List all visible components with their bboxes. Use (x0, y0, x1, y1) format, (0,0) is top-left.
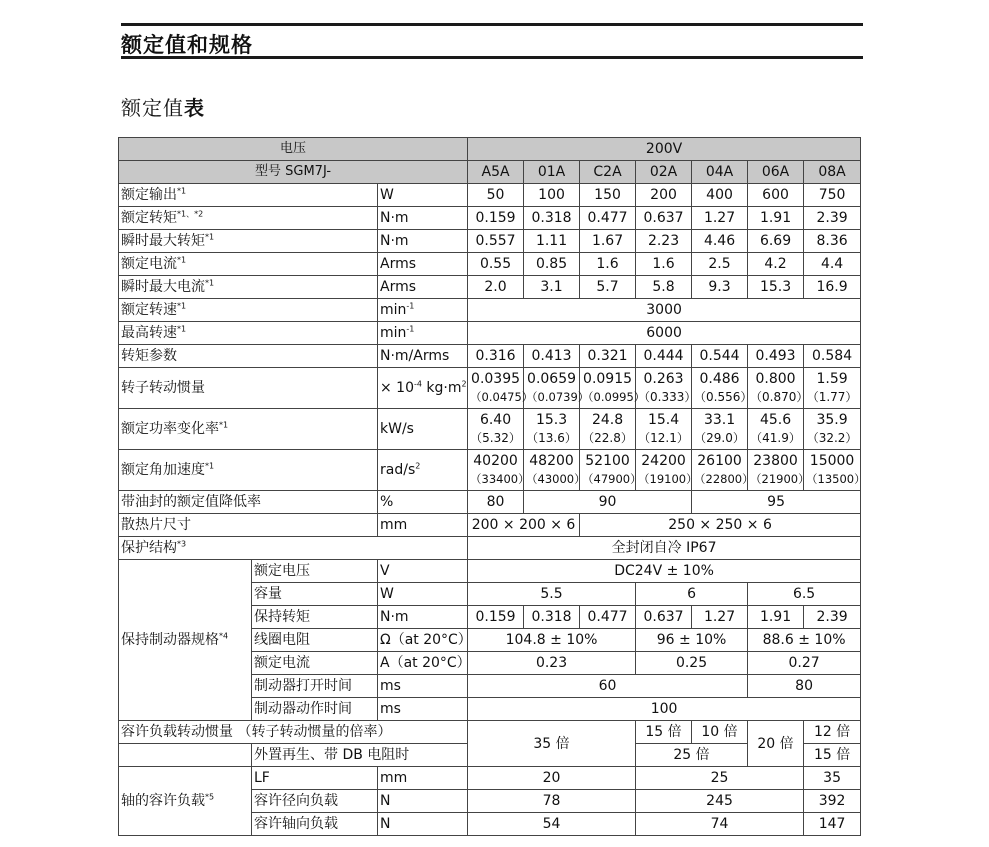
cell-value: 0.85 (524, 253, 580, 276)
cell-value: 1.67 (580, 230, 636, 253)
cell-value: 15 倍 (636, 721, 692, 744)
row-unit: W (378, 184, 468, 207)
cell-value: 0.0659 （0.0739） (524, 368, 580, 409)
table-row (119, 491, 861, 514)
model-header: 01A (524, 161, 580, 184)
cell-value: 33.1 （29.0） (692, 409, 748, 450)
cell-value: 250 × 250 × 6 (580, 514, 861, 537)
cell-value: 4.2 (748, 253, 804, 276)
row-unit: N (378, 790, 468, 813)
cell-value: 23800 （21900） (748, 450, 804, 491)
cell-value: 16.9 (804, 276, 861, 299)
cell-value: 0.263 （0.333） (636, 368, 692, 409)
cell-value: 0.0915 （0.0995） (580, 368, 636, 409)
row-label: 容量 (252, 583, 378, 606)
row-label: 容许轴向负载 (252, 813, 378, 836)
row-label: 瞬时最大电流$^{*1}$ (119, 276, 378, 299)
cell-value: 52100 （47900） (580, 450, 636, 491)
row-unit: mm (378, 514, 468, 537)
section-title-bold: 表 (184, 96, 205, 120)
section-title-main: 额定值 (121, 96, 184, 120)
cell-value: 0.27 (748, 652, 861, 675)
cell-value: 392 (804, 790, 861, 813)
cell-value: 6.5 (748, 583, 861, 606)
cell-value: 0.637 (636, 207, 692, 230)
row-unit: mm (378, 767, 468, 790)
voltage-header-value: 200V (468, 138, 861, 161)
row-unit: $\min^{-1}$ (378, 299, 468, 322)
cell-value: 0.486 （0.556） (692, 368, 748, 409)
cell-value: 35.9 （32.2） (804, 409, 861, 450)
cell-value: 0.477 (580, 207, 636, 230)
cell-value: 0.159 (468, 207, 524, 230)
cell-value: 24200 （19100） (636, 450, 692, 491)
cell-value: 10 倍 (692, 721, 748, 744)
cell-value: 88.6 ± 10% (748, 629, 861, 652)
cell-value: 3000 (468, 299, 861, 322)
row-label: 制动器动作时间 (252, 698, 378, 721)
table-row (119, 560, 861, 583)
cell-value: 15.3 （13.6） (524, 409, 580, 450)
cell-value: 4.4 (804, 253, 861, 276)
table-row (119, 767, 861, 790)
cell-value: 0.800 （0.870） (748, 368, 804, 409)
cell-value: 1.6 (636, 253, 692, 276)
cell-value: 0.477 (580, 606, 636, 629)
cell-value: 0.557 (468, 230, 524, 253)
row-unit: ms (378, 698, 468, 721)
row-label: LF (252, 767, 378, 790)
cell-value: 20 (468, 767, 636, 790)
voltage-header-label: 电压 (119, 138, 468, 161)
table-row (119, 253, 861, 276)
cell-value: 5.7 (580, 276, 636, 299)
table-row (119, 345, 861, 368)
cell-value: 245 (636, 790, 804, 813)
cell-value: 90 (524, 491, 692, 514)
cell-value: 2.0 (468, 276, 524, 299)
cell-value: 1.91 (748, 207, 804, 230)
shaft-group-label: 轴的容许负载$^{*5}$ (119, 767, 252, 836)
row-label: 外置再生、带 DB 电阻时 (252, 744, 468, 767)
cell-value: 750 (804, 184, 861, 207)
row-label: 最高转速$^{*1}$ (119, 322, 378, 345)
cell-value: 15000 （13500） (804, 450, 861, 491)
model-header: 06A (748, 161, 804, 184)
table-row (119, 514, 861, 537)
table-row (119, 230, 861, 253)
cell-value: 45.6 （41.9） (748, 409, 804, 450)
cell-value: 4.46 (692, 230, 748, 253)
row-label: 额定转矩$^{*1、*2}$ (119, 207, 378, 230)
cell-value: 35 倍 (468, 721, 636, 767)
cell-value: 6 (636, 583, 748, 606)
table-row (119, 276, 861, 299)
row-unit: N·m (378, 230, 468, 253)
row-unit: V (378, 560, 468, 583)
row-label: 额定功率变化率$^{*1}$ (119, 409, 378, 450)
cell-value: 0.637 (636, 606, 692, 629)
row-label: 制动器打开时间 (252, 675, 378, 698)
table-row (119, 537, 861, 560)
cell-value: 74 (636, 813, 804, 836)
cell-value: 6.69 (748, 230, 804, 253)
cell-value: 0.321 (580, 345, 636, 368)
cell-value: 0.25 (636, 652, 748, 675)
brake-group-label: 保持制动器规格$^{*4}$ (119, 560, 252, 721)
cell-value: 50 (468, 184, 524, 207)
cell-value: 20 倍 (748, 721, 804, 767)
cell-value: 1.59 （1.77） (804, 368, 861, 409)
row-label: 额定电流 (252, 652, 378, 675)
cell-value: 35 (804, 767, 861, 790)
row-unit: N·m/Arms (378, 345, 468, 368)
cell-value: 0.584 (804, 345, 861, 368)
cell-value: 1.27 (692, 207, 748, 230)
row-unit: $\min^{-1}$ (378, 322, 468, 345)
cell-value: 0.159 (468, 606, 524, 629)
cell-value: 150 (580, 184, 636, 207)
table-row (119, 207, 861, 230)
cell-value: 78 (468, 790, 636, 813)
row-unit: A（at 20°C） (378, 652, 468, 675)
cell-value: 9.3 (692, 276, 748, 299)
table-row (119, 299, 861, 322)
rating-table (118, 137, 866, 836)
cell-value: 600 (748, 184, 804, 207)
cell-value: 0.444 (636, 345, 692, 368)
cell-value: 0.493 (748, 345, 804, 368)
row-unit: ms (378, 675, 468, 698)
cell-value: 40200 （33400） (468, 450, 524, 491)
cell-value: 15.4 （12.1） (636, 409, 692, 450)
cell-value: 0.318 (524, 207, 580, 230)
row-label: 保持转矩 (252, 606, 378, 629)
cell-value: 全封闭自冷 IP67 (468, 537, 861, 560)
cell-value: 0.413 (524, 345, 580, 368)
cell-value: 1.6 (580, 253, 636, 276)
cell-value: 95 (692, 491, 861, 514)
table-row (119, 184, 861, 207)
cell-value: 2.39 (804, 207, 861, 230)
cell-value: 54 (468, 813, 636, 836)
cell-value: 96 ± 10% (636, 629, 748, 652)
cell-value: 48200 （43000） (524, 450, 580, 491)
cell-value: 0.318 (524, 606, 580, 629)
row-label: 转矩参数 (119, 345, 378, 368)
table-row (119, 450, 861, 491)
blank-cell (119, 744, 252, 767)
table-row (119, 721, 861, 744)
cell-value: 0.23 (468, 652, 636, 675)
row-label: 转子转动惯量 (119, 368, 378, 409)
cell-value: 1.91 (748, 606, 804, 629)
cell-value: 104.8 ± 10% (468, 629, 636, 652)
table-row (119, 368, 861, 409)
model-header: 02A (636, 161, 692, 184)
cell-value: 1.11 (524, 230, 580, 253)
cell-value: 26100 （22800） (692, 450, 748, 491)
cell-value: 3.1 (524, 276, 580, 299)
cell-value: 25 (636, 767, 804, 790)
cell-value: 8.36 (804, 230, 861, 253)
table-row (119, 322, 861, 345)
cell-value: 200 (636, 184, 692, 207)
model-header: 04A (692, 161, 748, 184)
row-label: 额定角加速度$^{*1}$ (119, 450, 378, 491)
cell-value: 80 (468, 491, 524, 514)
cell-value: 6.40 （5.32） (468, 409, 524, 450)
cell-value: 1.27 (692, 606, 748, 629)
model-header-label: 型号 SGM7J- (119, 161, 468, 184)
cell-value: 24.8 （22.8） (580, 409, 636, 450)
cell-value: 2.23 (636, 230, 692, 253)
title-bar (121, 23, 863, 59)
row-label: 保护结构$^{*3}$ (119, 537, 468, 560)
row-unit: rad/$s^2$ (378, 450, 468, 491)
row-label: 容许径向负载 (252, 790, 378, 813)
section-title (121, 92, 205, 121)
row-unit: N (378, 813, 468, 836)
row-label: 额定输出$^{*1}$ (119, 184, 378, 207)
cell-value: 0.55 (468, 253, 524, 276)
row-unit: N·m (378, 606, 468, 629)
cell-value: 15.3 (748, 276, 804, 299)
row-unit: Arms (378, 276, 468, 299)
cell-value: 5.5 (468, 583, 636, 606)
page-title: 额定值和规格 (121, 33, 253, 57)
cell-value: 15 倍 (804, 744, 861, 767)
model-header: A5A (468, 161, 524, 184)
row-label: 瞬时最大转矩$^{*1}$ (119, 230, 378, 253)
row-unit: kW/s (378, 409, 468, 450)
row-unit: × $10^{-4}$ $kg\cdot m^2$ (378, 368, 468, 409)
cell-value: 400 (692, 184, 748, 207)
row-label: 线圈电阻 (252, 629, 378, 652)
cell-value: 25 倍 (636, 744, 748, 767)
model-header: C2A (580, 161, 636, 184)
cell-value: 0.0395 （0.0475） (468, 368, 524, 409)
model-header: 08A (804, 161, 861, 184)
cell-value: 12 倍 (804, 721, 861, 744)
cell-value: 60 (468, 675, 748, 698)
row-label: 额定电压 (252, 560, 378, 583)
table-row (119, 409, 861, 450)
header-model-row (119, 161, 861, 184)
cell-value: 0.316 (468, 345, 524, 368)
row-unit: W (378, 583, 468, 606)
cell-value: 100 (524, 184, 580, 207)
row-label: 额定电流$^{*1}$ (119, 253, 378, 276)
cell-value: 200 × 200 × 6 (468, 514, 580, 537)
cell-value: DC24V ± 10% (468, 560, 861, 583)
row-unit: Ω（at 20°C） (378, 629, 468, 652)
cell-value: 2.5 (692, 253, 748, 276)
row-unit: Arms (378, 253, 468, 276)
cell-value: 5.8 (636, 276, 692, 299)
row-label: 带油封的额定值降低率 (119, 491, 378, 514)
cell-value: 6000 (468, 322, 861, 345)
row-unit: N·m (378, 207, 468, 230)
cell-value: 2.39 (804, 606, 861, 629)
cell-value: 147 (804, 813, 861, 836)
row-label: 额定转速$^{*1}$ (119, 299, 378, 322)
header-voltage-row (119, 138, 861, 161)
row-label: 容许负载转动惯量 （转子转动惯量的倍率） (119, 721, 468, 744)
cell-value: 100 (468, 698, 861, 721)
row-label: 散热片尺寸 (119, 514, 378, 537)
cell-value: 0.544 (692, 345, 748, 368)
cell-value: 80 (748, 675, 861, 698)
row-unit: % (378, 491, 468, 514)
